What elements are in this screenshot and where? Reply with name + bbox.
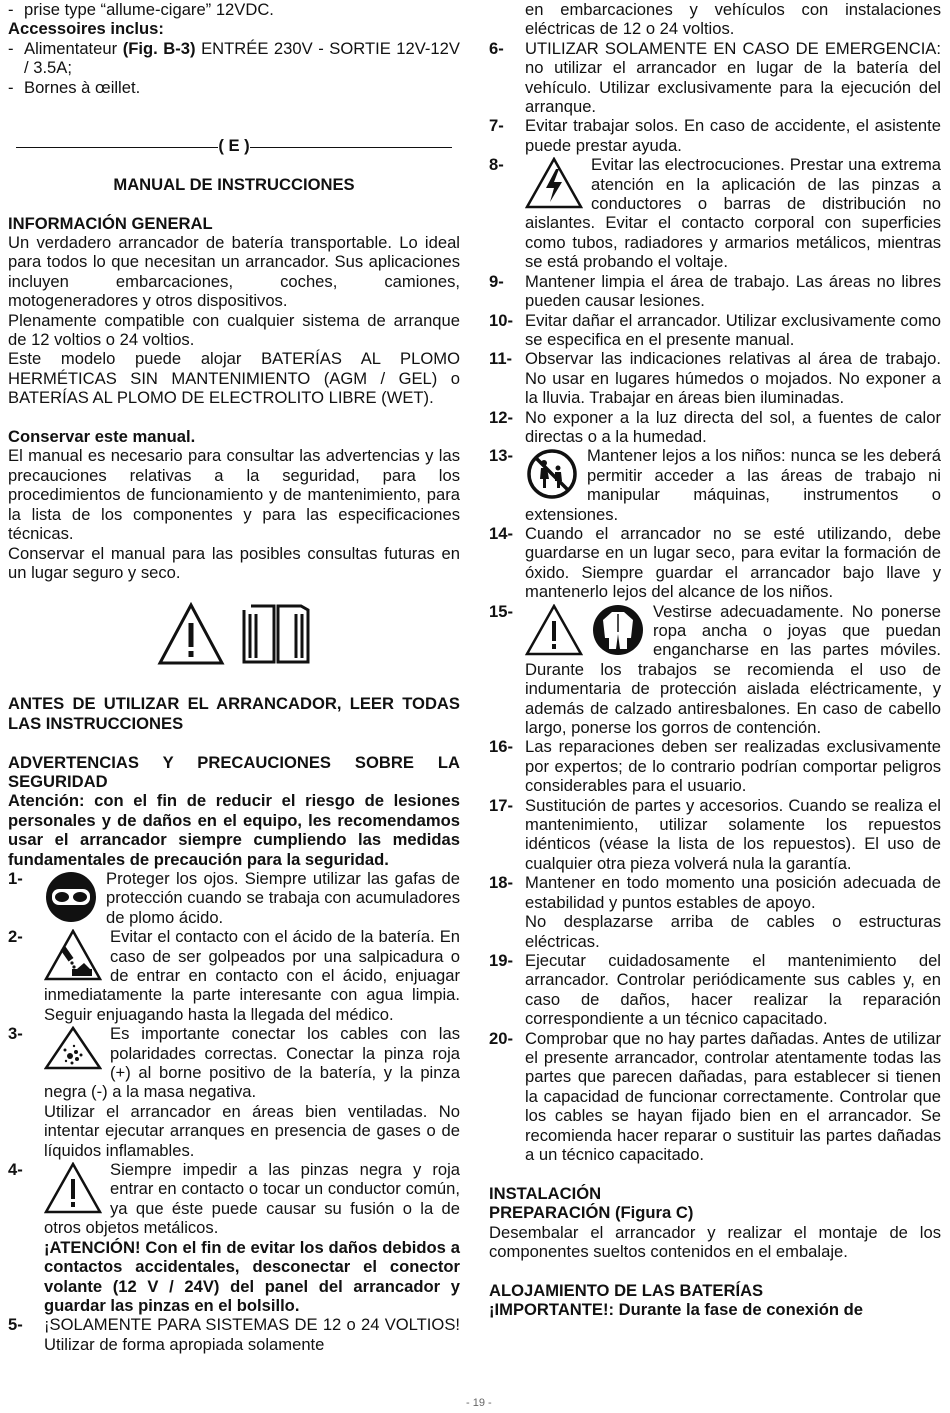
section-heading: INFORMACIÓN GENERAL: [8, 213, 213, 233]
paragraph: Desembalar el arrancador y realizar el montaje de los componentes sueltos contenidos en el embalaje.: [489, 1222, 941, 1261]
safety-item: 7- Evitar trabajar solos. En caso de accidente, el asistente puede prestar ayuda.: [489, 116, 941, 155]
protective-clothing-icon: [591, 604, 645, 656]
warning-triangle-icon: [44, 1162, 102, 1214]
warning-triangle-icon: [525, 604, 583, 656]
section-heading: ALOJAMIENTO DE LAS BATERÍAS: [489, 1280, 764, 1300]
attention-note: ¡ATENCIÓN! Con el fin de evitar los daños debidos a contactos accidentales, desconectar el conector volante (12 V / 24V) del panel del arrancador y guardar las pinzas en el bolsillo.: [44, 1237, 460, 1315]
safety-item: 15- Vestirse adecuadamente. No ponerse ropa ancha o joyas que puedan engancharse en las partes móviles. Durante los trabajos se recomienda el uso de indumentaria de protección aislada eléctricamente, y además de calzado antiresbalones. En caso de cabello largo, ponerse los gorros de contención.: [489, 601, 941, 738]
important-note: ¡IMPORTANTE!: Durante la fase de conexión de: [489, 1300, 864, 1320]
safety-item: 14- Cuando el arrancador no se esté utilizando, debe guardarse en un lugar seco, para evitar la formación de óxido. Siempre guardar el arrancador bajo llave y mantenerlo lejos del alcance de los niños.: [489, 523, 941, 602]
divider-line: [16, 147, 218, 148]
safety-item: 17- Sustitución de partes y accesorios. Cuando se realiza el mantenimiento, utilizar solamente los repuestos idénticos (véase la lista de los repuestos). El uso de cualquier otra pieza volverá nula la garantía.: [489, 795, 941, 873]
safety-item: 3- Es importante conectar los cables con las polaridades correctas. Conectar la pinza roja (+) al borne positivo de la batería, y la pinza negra (-) a la masa negativa. Utilizar el arrancador en áreas bien ventiladas. No intentar ejecutar arranques en presencia de gases o de líquidos inflamables.: [8, 1024, 460, 1160]
safety-item: 4- Siempre impedir a las pinzas negra y roja entrar en contacto o tocar un conductor común, ya que éste puede causar su fusión o la de otros objetos metálicos. ¡ATENCIÓN! Con el fin de evitar los daños debidos a contactos accidentales, desconectar el conector volante (12 V / 24V) del panel del arrancador y guardar las pinzas en el bolsillo.: [8, 1160, 460, 1315]
safety-item: 8- Evitar las electrocuciones. Prestar una extrema atención en la aplicación de las pinzas a conductores o barras de distribución no aislantes. Evitar el contacto corporal con superficies como tubos, radiadores y armarios metálicos, mientras se está probando el voltaje.: [489, 155, 941, 272]
paragraph: El manual es necesario para consultar las advertencias y las precauciones relativas a la seguridad, para los procedimientos de funcionamiento y de mantenimiento, para la lista de los componentes y para las especificaciones técnicas.: [8, 446, 460, 544]
page-number: - 19 -: [466, 1397, 492, 1409]
safety-item: 6- UTILIZAR SOLAMENTE EN CASO DE EMERGENCIA: no utilizar el arrancador en lugar de la batería del vehículo. Utilizar exclusivamente para la ejecución del arranque.: [489, 38, 941, 117]
electric-shock-icon: [525, 157, 583, 209]
safety-item: 12- No exponer a la luz directa del sol, a fuentes de calor directas o a la humedad.: [489, 407, 941, 446]
safety-item: 10- Evitar dañar el arrancador. Utilizar exclusivamente como se especifica en el presente manual.: [489, 310, 941, 349]
explosion-hazard-icon: [44, 1026, 102, 1070]
divider-line: [250, 147, 452, 148]
safety-item: 20- Comprobar que no hay partes dañadas. Antes de utilizar el presente arrancador, controlar atentamente todas las partes que parecen dañadas, para establecer si tienen la capacidad de funcionar correctamente. Controlar que los cables se hayan fijado bien en el arrancador. Se recomienda hacer reparar o sustituir las partes dañadas a un técnico capacitado.: [489, 1028, 941, 1164]
manual-book-icon: [241, 602, 311, 666]
right-column: [489, 0, 941, 1320]
paragraph: Este modelo puede alojar BATERÍAS AL PLOMO HERMÉTICAS SIN MANTENIMIENTO (AGM / GEL) o BATERÍAS AL PLOMO DE ELECTROLITO LIBRE (WET).: [8, 349, 460, 408]
section-heading: Conservar este manual.: [8, 427, 196, 447]
warning-icons: [8, 602, 460, 670]
warning-triangle-icon: [157, 602, 225, 666]
section-heading: ANTES DE UTILIZAR EL ARRANCADOR, LEER TODAS LAS INSTRUCCIONES: [8, 694, 460, 733]
section-heading: PREPARACIÓN (Figura C): [489, 1203, 694, 1223]
safety-item: 13- Mantener lejos a los niños: nunca se les deberá permitir acceder a las áreas de trabajo ni manipular máquinas, instrumentos o extensiones.: [489, 446, 941, 524]
accessories-heading: Accessoires inclus:: [8, 19, 164, 39]
list-item: - Alimentateur (Fig. B-3) ENTRÉE 230V - SORTIE 12V-12V / 3.5A;: [8, 38, 460, 78]
safety-item: 9- Mantener limpia el área de trabajo. Las áreas no libres pueden causar lesiones.: [489, 271, 941, 311]
attention-paragraph: Atención: con el fin de reducir el riesgo de lesiones personales y de daños en el equipo, les recomendamos usar el arrancador siempre cumpliendo las medidas fundamentales de precaución para la seguridad.: [8, 791, 460, 869]
left-column: [8, 0, 460, 1354]
paragraph: Un verdadero arrancador de batería transportable. Lo ideal para todos lo que necesitan un arrancador. Sus aplicaciones incluyen embarcaciones, coches, camiones, motogeneradores y otros dispositivos.: [8, 233, 460, 311]
safety-goggles-icon: [44, 871, 98, 923]
manual-title: MANUAL DE INSTRUCCIONES: [113, 174, 355, 194]
safety-item: 19- Ejecutar cuidadosamente el mantenimiento del arrancador. Controlar periódicamente sus cables y, en caso de daños, hacer realizar la reparación correspondiente a un técnico capacitado.: [489, 950, 941, 1029]
acid-hazard-icon: [44, 929, 102, 981]
safety-item: 2- Evitar el contacto con el ácido de la batería. En caso de ser golpeados por una salpicadura o de entrar en contacto con el ácido, enjuagar inmediatamente la parte interesante con agua limpia. Seguir enjuagando hasta la llegada del médico.: [8, 927, 460, 1024]
item-continuation: en embarcaciones y vehículos con instalaciones eléctricas de 12 o 24 voltios.: [525, 0, 941, 39]
safety-item: 1- Proteger los ojos. Siempre utilizar las gafas de protección cuando se trabaja con acumuladores de plomo ácido.: [8, 868, 460, 927]
language-divider: ( E ): [8, 136, 460, 155]
safety-item: 18- Mantener en todo momento una posición adecuada de estabilidad y puntos estables de apoyo. No desplazarse arriba de cables o estructuras eléctricas.: [489, 873, 941, 951]
no-children-icon: [525, 448, 579, 500]
list-item: - prise type “allume-cigare” 12VDC.: [8, 0, 274, 19]
section-heading: ADVERTENCIAS Y PRECAUCIONES SOBRE LA SEGURIDAD: [8, 752, 460, 791]
safety-item: 5- ¡SOLAMENTE PARA SISTEMAS DE 12 o 24 VOLTIOS! Utilizar de forma apropiada solamente: [8, 1315, 460, 1354]
safety-item: 11- Observar las indicaciones relativas al área de trabajo. No usar en lugares húmedos o mojados. No exponer a la lluvia. Trabajar en áreas bien iluminadas.: [489, 349, 941, 408]
list-item: - Bornes à œillet.: [8, 77, 141, 97]
safety-item: 16- Las reparaciones deben ser realizadas exclusivamente por expertos; de lo contrario podrían comportar peligros considerables para el usuario.: [489, 737, 941, 796]
paragraph: Plenamente compatible con cualquier sistema de arranque de 12 voltios o 24 voltios.: [8, 310, 460, 350]
section-heading: INSTALACIÓN: [489, 1183, 602, 1203]
paragraph: Conservar el manual para las posibles consultas futuras en un lugar seguro y seco.: [8, 543, 460, 582]
